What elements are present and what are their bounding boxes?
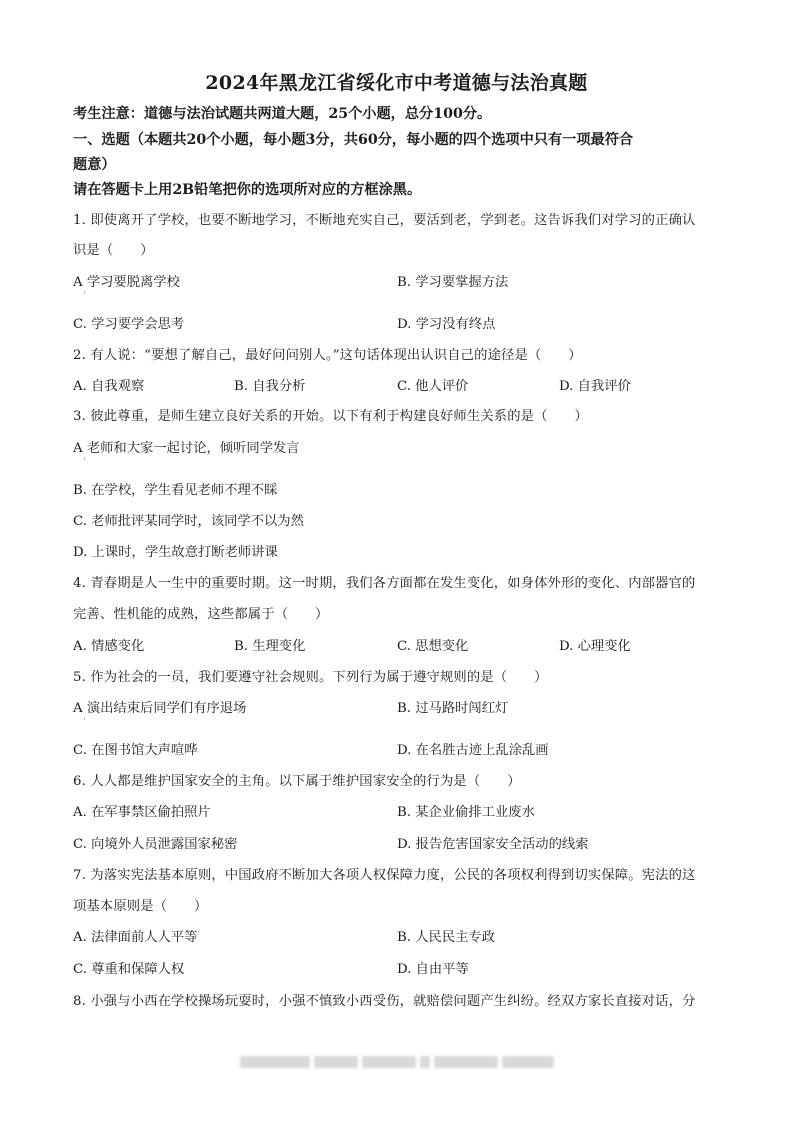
q4-option-a: A. 情感变化 xyxy=(73,639,145,654)
q1-option-a: A 学习要脱离学校 xyxy=(73,275,180,290)
exam-title: 2024年黑龙江省绥化市中考道德与法治真题 xyxy=(205,72,588,94)
q1-option-d: D. 学习没有终点 xyxy=(397,317,496,332)
notice-text: 考生注意：道德与法治试题共两道大题，25个小题，总分100分。 xyxy=(73,106,492,122)
q7-option-b: B. 人民民主专政 xyxy=(397,930,496,945)
q2-option-d: D. 自我评价 xyxy=(559,379,631,394)
q2-option-c: C. 他人评价 xyxy=(397,379,469,394)
scan-mark xyxy=(84,457,85,460)
q5-option-d: D. 在名胜古迹上乱涂乱画 xyxy=(397,743,549,758)
q6-option-b: B. 某企业偷排工业废水 xyxy=(397,805,535,820)
q1-option-b: B. 学习要掌握方法 xyxy=(397,275,509,290)
q3-option-a: A 老师和大家一起讨论，倾听同学发言 xyxy=(73,441,300,456)
question-5-stem: 5. 作为社会的一员，我们要遵守社会规则。下列行为属于遵守规则的是（ ） xyxy=(73,670,548,685)
q5-option-c: C. 在图书馆大声喧哗 xyxy=(73,743,198,758)
q4-option-d: D. 心理变化 xyxy=(559,639,631,654)
question-4-stem: 4. 青春期是人一生中的重要时期。这一时期，我们各方面都在发生变化，如身体外形的变化、内部器官的 xyxy=(73,576,696,591)
q2-option-a: A. 自我观察 xyxy=(73,379,145,394)
q4-option-c: C. 思想变化 xyxy=(397,639,469,654)
q7-option-a: A. 法律面前人人平等 xyxy=(73,930,198,945)
q2-option-b: B. 自我分析 xyxy=(234,379,306,394)
question-8-stem: 8. 小强与小西在学校操场玩耍时，小强不慎致小西受伤，就赔偿问题产生纠纷。经双方家长直接对话，分 xyxy=(73,994,696,1009)
scan-mark xyxy=(84,291,85,294)
q5-option-b: B. 过马路时闯红灯 xyxy=(397,701,509,716)
q6-option-c: C. 向境外人员泄露国家秘密 xyxy=(73,837,238,852)
question-7-stem-cont: 项基本原则是（ ） xyxy=(73,899,208,914)
blurred-footer-watermark xyxy=(240,1055,556,1069)
instruction-text: 请在答题卡上用2B铅笔把你的选项所对应的方框涂黑。 xyxy=(73,182,422,198)
question-7-stem: 7. 为落实宪法基本原则，中国政府不断加大各项人权保障力度，公民的各项权利得到切实保障。宪法的这 xyxy=(73,868,696,883)
question-1-stem: 1. 即使离开了学校，也要不断地学习，不断地充实自己，要活到老，学到老。这告诉我们对学习的正确认 xyxy=(73,213,696,228)
question-1-stem-cont: 识是（ ） xyxy=(73,243,154,258)
q3-option-d: D. 上课时，学生故意打断老师讲课 xyxy=(73,545,278,560)
q1-option-c: C. 学习要学会思考 xyxy=(73,317,185,332)
q4-option-b: B. 生理变化 xyxy=(234,639,306,654)
q7-option-c: C. 尊重和保障人权 xyxy=(73,962,185,977)
question-3-stem: 3. 彼此尊重，是师生建立良好关系的开始。以下有利于构建良好师生关系的是（ ） xyxy=(73,409,588,424)
scan-mark xyxy=(84,717,85,720)
q6-option-a: A. 在军事禁区偷拍照片 xyxy=(73,805,211,820)
q3-option-c: C. 老师批评某同学时，该同学不以为然 xyxy=(73,514,304,529)
q7-option-d: D. 自由平等 xyxy=(397,962,469,977)
q3-option-b: B. 在学校，学生看见老师不理不睬 xyxy=(73,483,278,498)
q6-option-d: D. 报告危害国家安全活动的线索 xyxy=(397,837,589,852)
section-heading-cont: 题意） xyxy=(73,157,116,173)
section-heading: 一、选题（本题共20个小题，每小题3分，共60分，每小题的四个选项中只有一项最符合 xyxy=(73,132,634,148)
question-2-stem: 2. 有人说：“要想了解自己，最好问问别人。”这句话体现出认识自己的途径是（ ） xyxy=(73,348,582,363)
question-6-stem: 6. 人人都是维护国家安全的主角。以下属于维护国家安全的行为是（ ） xyxy=(73,774,521,789)
question-4-stem-cont: 完善、性机能的成熟，这些都属于（ ） xyxy=(73,607,329,622)
q5-option-a: A 演出结束后同学们有序退场 xyxy=(73,701,247,716)
